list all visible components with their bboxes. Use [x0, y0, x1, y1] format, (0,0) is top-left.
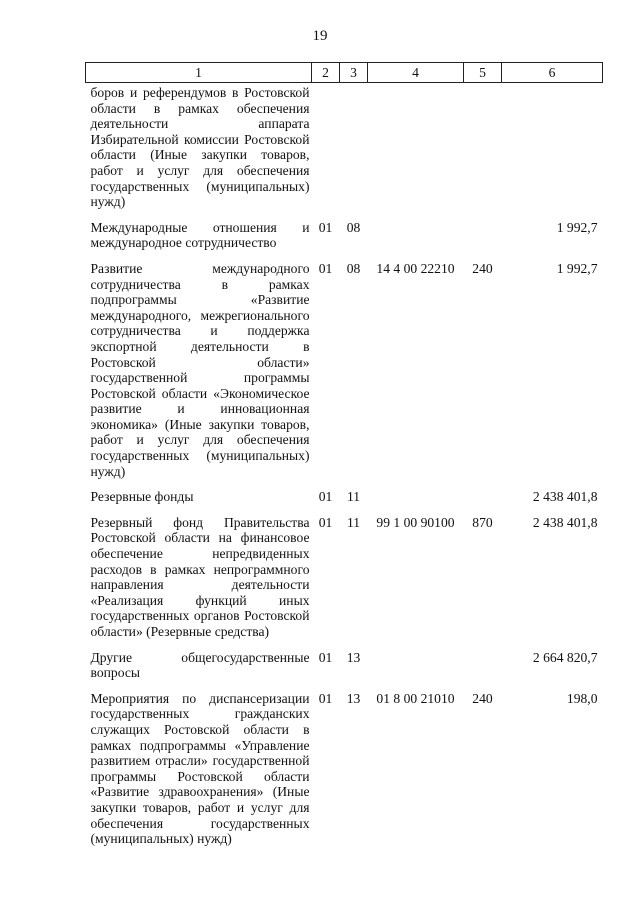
row-target-article-code: 99 1 00 90100 — [376, 514, 455, 530]
header-col-6: 6 — [502, 63, 603, 83]
row-name: Другие общегосударственные вопросы — [90, 649, 310, 681]
row-section-code: 01 — [318, 489, 333, 505]
row-subsection-code: 08 — [346, 260, 361, 276]
row-amount: 1 992,7 — [556, 260, 598, 276]
row-section-code: 01 — [318, 219, 333, 235]
table-row — [86, 650, 603, 691]
header-col-1: 1 — [86, 63, 312, 83]
header-col-2: 2 — [312, 63, 340, 83]
row-name: Развитие международного сотрудничества в рамках подпрограммы «Развитие международного, межрегионального сотрудничества и поддержка экспортной деятельности в Ростовской области» государственной программы Ростовской области «Экономическое развитие и инновационная экономика» (Иные закупки товаров, работ и услуг для обеспечения государственных (муниципальных) нужд) — [90, 260, 310, 479]
row-section-code — [312, 83, 340, 220]
header-col-5: 5 — [464, 63, 502, 83]
row-name: Резервный фонд Правительства Ростовской области на финансовое обеспечение непредвиденных расходов в рамках непрограммного направления деятельности «Реализация функций иных государственных органов Ростовской области» (Резервные средства) — [90, 514, 310, 639]
row-amount: 1 992,7 — [556, 219, 598, 235]
row-section-code: 01 — [318, 514, 333, 530]
row-section-code: 01 — [318, 690, 333, 706]
row-name: Резервные фонды — [90, 489, 194, 505]
table-row — [86, 220, 603, 261]
row-expense-type-code — [464, 220, 502, 261]
row-amount: 2 438 401,8 — [532, 514, 598, 530]
row-expense-type-code — [464, 83, 502, 220]
header-col-3: 3 — [340, 63, 368, 83]
row-target-article-code — [368, 489, 464, 515]
row-target-article-code — [368, 83, 464, 220]
table-row — [86, 691, 603, 857]
row-amount — [502, 83, 603, 220]
row-amount: 2 664 820,7 — [532, 649, 598, 665]
page-number: 19 — [312, 28, 328, 44]
row-target-article-code: 14 4 00 22210 — [376, 260, 455, 276]
budget-table — [85, 62, 603, 857]
row-name: боров и референдумов в Ростовской области в рамках обеспечения деятельности аппарата Избирательной комиссии Ростовской области (Иные закупки товаров, работ и услуг для обеспечения государственных (муниципальных) нужд) — [90, 85, 310, 210]
row-name: Мероприятия по диспансеризации государственных гражданских служащих Ростовской области в рамках подпрограммы «Управление развитием отрасли» государственной программы Ростовской области «Развитие здравоохранения» (Иные закупки товаров, работ и услуг для обеспечения государственных (муниципальных) нужд) — [90, 690, 310, 847]
row-target-article-code: 01 8 00 21010 — [376, 690, 455, 706]
row-target-article-code — [368, 220, 464, 261]
row-amount: 198,0 — [566, 690, 598, 706]
row-section-code: 01 — [318, 649, 333, 665]
row-section-code: 01 — [318, 260, 333, 276]
row-name: Международные отношения и международное сотрудничество — [90, 219, 310, 251]
row-subsection-code: 11 — [346, 514, 361, 530]
row-expense-type-code: 240 — [472, 260, 493, 276]
table-row — [86, 489, 603, 515]
row-subsection-code: 11 — [346, 489, 361, 505]
row-subsection-code — [340, 83, 368, 220]
row-expense-type-code — [464, 489, 502, 515]
row-target-article-code — [368, 650, 464, 691]
table-header-row — [86, 63, 603, 83]
row-expense-type-code: 870 — [472, 514, 493, 530]
table-row — [86, 83, 603, 220]
row-subsection-code: 13 — [346, 649, 361, 665]
row-expense-type-code: 240 — [472, 690, 493, 706]
row-subsection-code: 08 — [346, 219, 361, 235]
header-col-4: 4 — [368, 63, 464, 83]
table-row — [86, 515, 603, 650]
row-subsection-code: 13 — [346, 690, 361, 706]
row-amount: 2 438 401,8 — [532, 489, 598, 505]
table-row — [86, 261, 603, 489]
row-expense-type-code — [464, 650, 502, 691]
